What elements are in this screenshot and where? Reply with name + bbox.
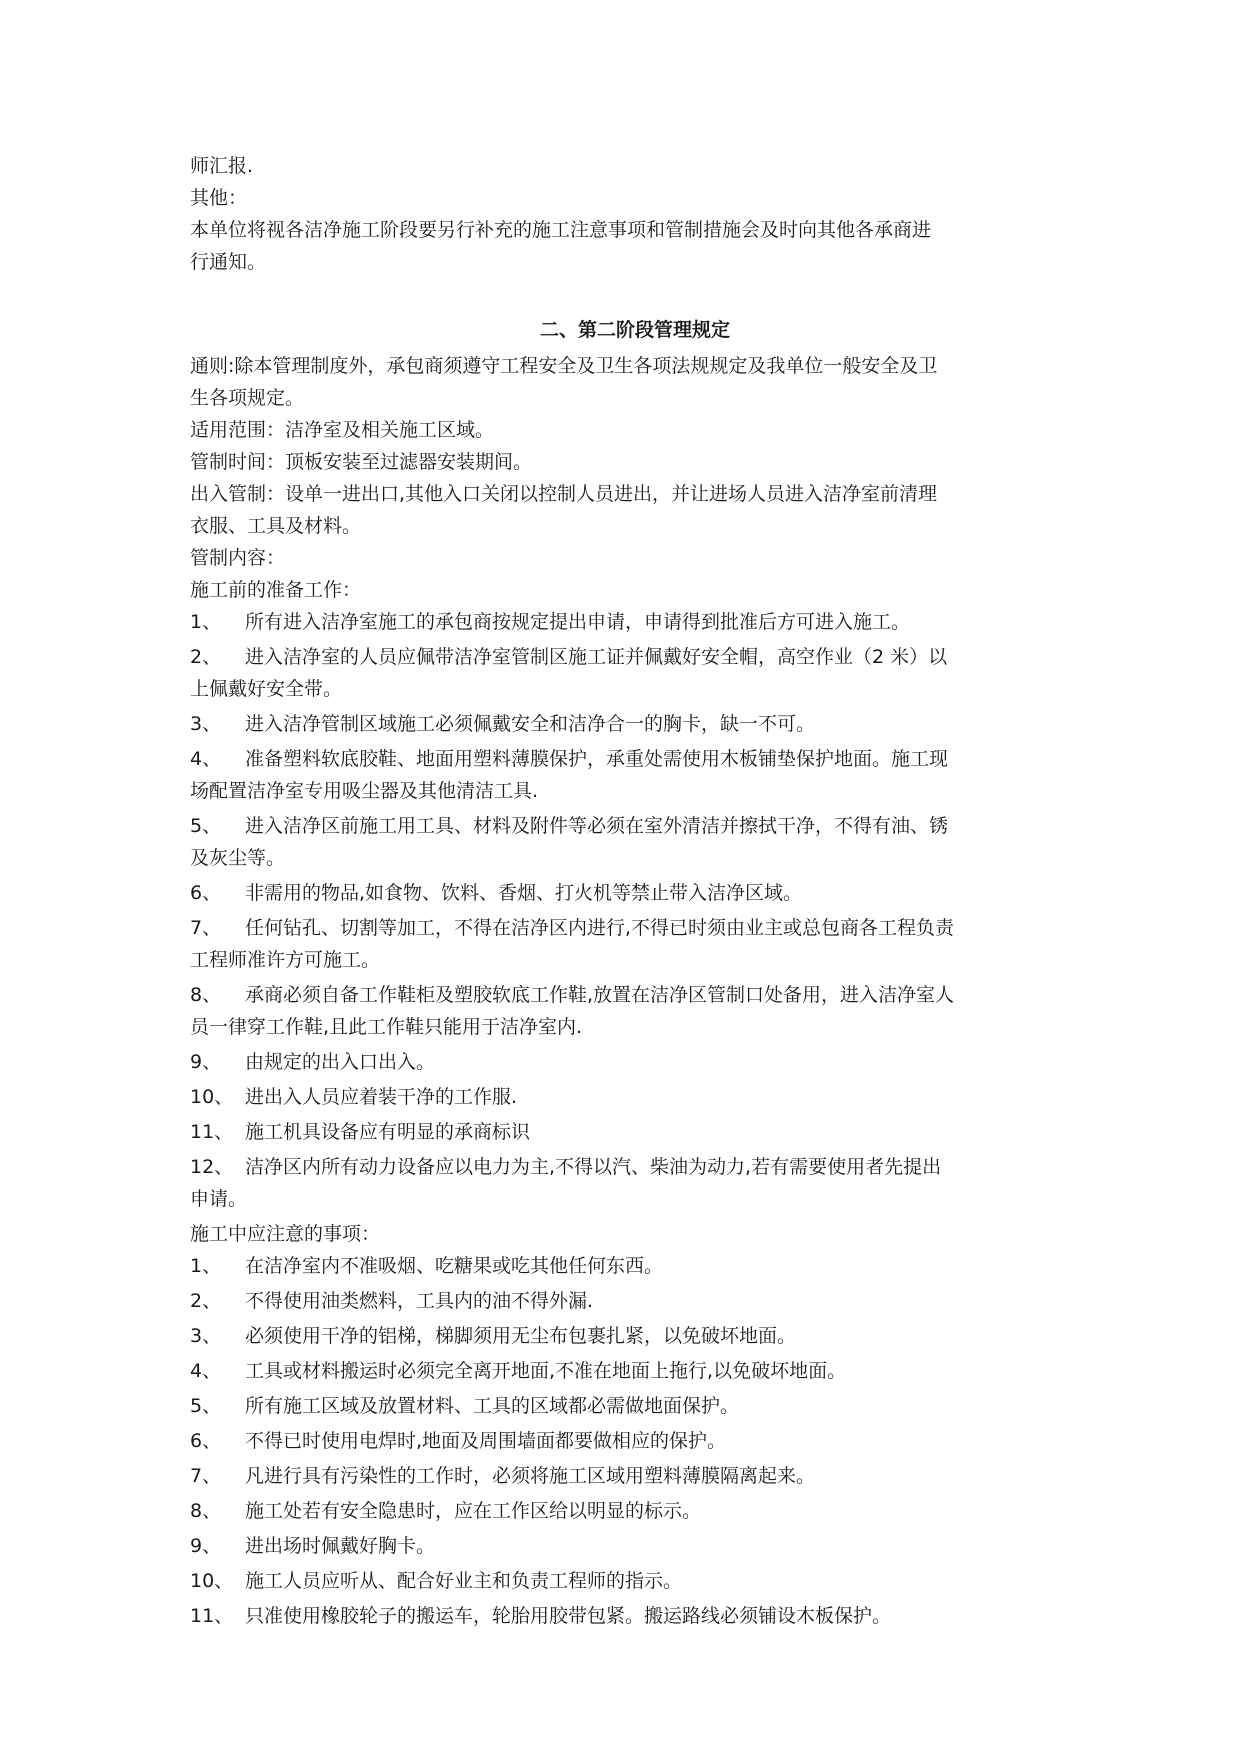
list-item-text: 进出入人员应着装干净的工作服. (245, 1086, 518, 1108)
prep-heading: 施工前的准备工作： (190, 579, 362, 601)
list-item (190, 641, 1060, 705)
list-item-text: 承商必须自备工作鞋柜及塑胶软底工作鞋,放置在洁净区管制口处备用，进入洁净室人 (245, 984, 955, 1006)
list-item (190, 1151, 1060, 1215)
list-item-number: 7、 (190, 1465, 222, 1487)
list-item (190, 1530, 1060, 1562)
list-item-text: 进出场时佩戴好胸卡。 (245, 1535, 436, 1557)
list-item-text: 准备塑料软底胶鞋、地面用塑料薄膜保护，承重处需使用木板铺垫保护地面。施工现 (245, 748, 949, 770)
list-item-text: 施工人员应听从、配合好业主和负责工程师的指示。 (245, 1570, 683, 1592)
list-item-number: 4、 (190, 1360, 222, 1382)
list-item-number: 12、 (190, 1156, 234, 1178)
list-item-number: 8、 (190, 984, 222, 1006)
access-control-line-2: 衣服、工具及材料。 (190, 515, 362, 537)
list-item (190, 1495, 1060, 1527)
list-item-number: 1、 (190, 1255, 222, 1277)
list-item (190, 1425, 1060, 1457)
list-item-number: 2、 (190, 646, 222, 668)
other-label: 其他： (190, 187, 248, 209)
list-item-number: 10、 (190, 1086, 234, 1108)
during-heading: 施工中应注意的事项： (190, 1223, 381, 1245)
list-item-text: 施工处若有安全隐患时，应在工作区给以明显的标示。 (245, 1500, 702, 1522)
list-item (190, 1116, 1060, 1148)
list-item-continuation: 及灰尘等。 (190, 847, 286, 869)
during-list (190, 1250, 1060, 1632)
general-rule-line-1: 通则:除本管理制度外，承包商须遵守工程安全及卫生各项法规规定及我单位一般安全及卫 (190, 355, 938, 377)
list-item-number: 5、 (190, 1395, 222, 1417)
list-item-continuation: 员一律穿工作鞋,且此工作鞋只能用于洁净室内. (190, 1016, 583, 1038)
list-item-number: 10、 (190, 1570, 234, 1592)
list-item-text: 不得使用油类燃料，工具内的油不得外漏. (245, 1290, 594, 1312)
list-item-number: 3、 (190, 713, 222, 735)
list-item (190, 810, 1060, 874)
intro-line: 师汇报. (190, 155, 254, 177)
list-item (190, 1250, 1060, 1282)
list-item-text: 凡进行具有污染性的工作时，必须将施工区域用塑料薄膜隔离起来。 (245, 1465, 816, 1487)
list-item (190, 877, 1060, 909)
list-item (190, 1046, 1060, 1078)
list-item (190, 708, 1060, 740)
list-item-continuation: 上佩戴好安全带。 (190, 678, 343, 700)
control-content-label: 管制内容： (190, 547, 286, 569)
list-item-number: 9、 (190, 1535, 222, 1557)
list-item (190, 1390, 1060, 1422)
list-item-number: 6、 (190, 882, 222, 904)
list-item-number: 7、 (190, 917, 222, 939)
other-text-line-1: 本单位将视各洁净施工阶段要另行补充的施工注意事项和管制措施会及时向其他各承商进 (190, 219, 932, 241)
list-item (190, 1320, 1060, 1352)
general-rule-line-2: 生各项规定。 (190, 387, 305, 409)
list-item (190, 1081, 1060, 1113)
section-title: 二、第二阶段管理规定 (539, 319, 730, 341)
list-item-text: 所有进入洁净室施工的承包商按规定提出申请，申请得到批准后方可进入施工。 (245, 611, 911, 633)
list-item-text: 只准使用橡胶轮子的搬运车，轮胎用胶带包紧。搬运路线必须铺设木板保护。 (245, 1605, 892, 1627)
list-item-number: 9、 (190, 1051, 222, 1073)
list-item (190, 1600, 1060, 1632)
list-item-text: 不得已时使用电焊时,地面及周围墙面都要做相应的保护。 (245, 1430, 727, 1452)
list-item-text: 非需用的物品,如食物、饮料、香烟、打火机等禁止带入洁净区域。 (245, 882, 803, 904)
list-item (190, 1355, 1060, 1387)
list-item-text: 进入洁净室的人员应佩带洁净室管制区施工证并佩戴好安全帽，高空作业（2 米）以 (245, 646, 948, 668)
list-item-text: 必须使用干净的铝梯，梯脚须用无尘布包裹扎紧，以免破坏地面。 (245, 1325, 797, 1347)
list-item-continuation: 工程师准许方可施工。 (190, 949, 381, 971)
prep-list (190, 606, 1060, 1215)
document-page (190, 150, 1060, 1635)
list-item-text: 任何钻孔、切割等加工，不得在洁净区内进行,不得已时须由业主或总包商各工程负责 (245, 917, 955, 939)
list-item-text: 洁净区内所有动力设备应以电力为主,不得以汽、柴油为动力,若有需要使用者先提出 (245, 1156, 942, 1178)
access-control-line-1: 出入管制：设单一进出口,其他入口关闭以控制人员进出，并让进场人员进入洁净室前清理 (190, 483, 938, 505)
list-item-number: 11、 (190, 1605, 234, 1627)
list-item-number: 5、 (190, 815, 222, 837)
scope-text: 适用范围：洁净室及相关施工区域。 (190, 419, 495, 441)
list-item-text: 由规定的出入口出入。 (245, 1051, 436, 1073)
list-item-text: 进入洁净管制区域施工必须佩戴安全和洁净合一的胸卡，缺一不可。 (245, 713, 816, 735)
list-item-number: 2、 (190, 1290, 222, 1312)
control-time-text: 管制时间：顶板安装至过滤器安装期间。 (190, 451, 533, 473)
list-item-text: 施工机具设备应有明显的承商标识 (245, 1121, 531, 1143)
list-item (190, 743, 1060, 807)
other-text-line-2: 行通知。 (190, 251, 267, 273)
list-item-text: 所有施工区域及放置材料、工具的区域都必需做地面保护。 (245, 1395, 740, 1417)
list-item-number: 11、 (190, 1121, 234, 1143)
list-item-continuation: 申请。 (190, 1188, 248, 1210)
list-item (190, 1460, 1060, 1492)
list-item-continuation: 场配置洁净室专用吸尘器及其他清洁工具. (190, 780, 539, 802)
list-item-text: 在洁净室内不准吸烟、吃糖果或吃其他任何东西。 (245, 1255, 664, 1277)
list-item (190, 912, 1060, 976)
list-item-number: 4、 (190, 748, 222, 770)
list-item (190, 1565, 1060, 1597)
list-item (190, 606, 1060, 638)
list-item-number: 3、 (190, 1325, 222, 1347)
spacer (190, 278, 1060, 310)
list-item (190, 1285, 1060, 1317)
list-item-number: 1、 (190, 611, 222, 633)
list-item-text: 工具或材料搬运时必须完全离开地面,不准在地面上拖行,以免破坏地面。 (245, 1360, 847, 1382)
list-item-text: 进入洁净区前施工用工具、材料及附件等必须在室外清洁并擦拭干净，不得有油、锈 (245, 815, 949, 837)
list-item (190, 979, 1060, 1043)
list-item-number: 6、 (190, 1430, 222, 1452)
list-item-number: 8、 (190, 1500, 222, 1522)
